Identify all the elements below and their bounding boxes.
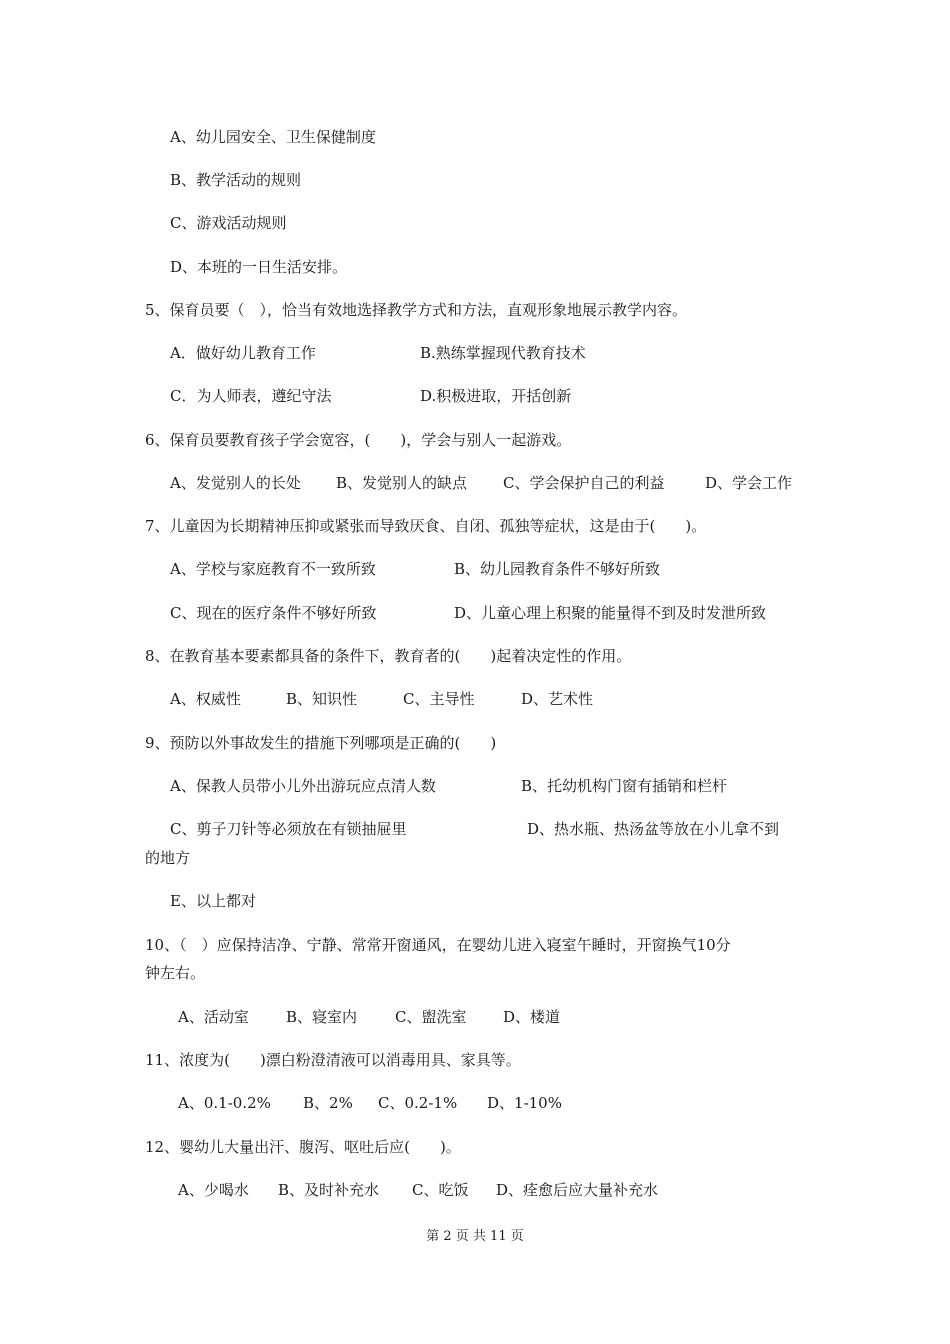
q7-option-a: A、学校与家庭教育不一致所致 [170, 560, 376, 578]
q7-option-d: D、儿童心理上积聚的能量得不到及时发泄所致 [454, 604, 767, 622]
q10-option-c: C、盥洗室 [395, 1008, 467, 1026]
q9-option-e: E、以上都对 [170, 892, 256, 910]
q12-option-a: A、少喝水 [178, 1181, 249, 1199]
q10-stem: 10、（ ）应保持洁净、宁静、常常开窗通风，在婴幼儿进入寝室午睡时，开窗换气10分 [145, 936, 731, 954]
q12-option-b: B、及时补充水 [278, 1181, 380, 1199]
page-number-footer: 第 2 页 共 11 页 [426, 1229, 524, 1244]
q11-option-d: D、1-10% [487, 1094, 562, 1112]
q12-option-d: D、痊愈后应大量补充水 [496, 1181, 659, 1199]
q5-option-c: C．为人师表，遵纪守法 [170, 387, 332, 405]
q9-option-b: B、托幼机构门窗有插销和栏杆 [521, 777, 728, 795]
q9-stem: 9、预防以外事故发生的措施下列哪项是正确的( ) [145, 734, 497, 752]
q8-option-b: B、知识性 [286, 690, 358, 708]
q4-option-b: B、教学活动的规则 [170, 171, 302, 189]
q8-stem: 8、在教育基本要素都具备的条件下，教育者的( )起着决定性的作用。 [145, 647, 632, 665]
q9-option-a: A、保教人员带小儿外出游玩应点清人数 [170, 777, 436, 795]
q4-option-c: C、游戏活动规则 [170, 214, 287, 232]
q11-option-c: C、0.2-1% [378, 1094, 458, 1112]
q7-stem: 7、儿童因为长期精神压抑或紧张而导致厌食、自闭、孤独等症状，这是由于( )。 [145, 517, 707, 535]
q6-option-d: D、学会工作 [705, 474, 793, 492]
q7-option-c: C、现在的医疗条件不够好所致 [170, 604, 377, 622]
q9-option-d: D、热水瓶、热汤盆等放在小儿拿不到 [527, 820, 780, 838]
q6-stem: 6、保育员要教育孩子学会宽容，( )，学会与别人一起游戏。 [145, 431, 572, 449]
q11-option-a: A、0.1-0.2% [178, 1094, 271, 1112]
q9-option-c: C、剪子刀针等必须放在有锁抽屉里 [170, 820, 407, 838]
q7-option-b: B、幼儿园教育条件不够好所致 [454, 560, 661, 578]
q5-stem: 5、保育员要（ ），恰当有效地选择教学方式和方法，直观形象地展示教学内容。 [145, 301, 688, 319]
q11-option-b: B、2% [303, 1094, 353, 1112]
q9-option-d-continued: 的地方 [145, 849, 191, 867]
q8-option-a: A、权威性 [170, 690, 241, 708]
q8-option-d: D、艺术性 [521, 690, 594, 708]
q10-stem-continued: 钟左右。 [145, 964, 206, 982]
q5-option-b: B.熟练掌握现代教育技术 [420, 344, 586, 362]
q4-option-a: A、幼儿园安全、卫生保健制度 [170, 128, 376, 146]
q8-option-c: C、主导性 [403, 690, 475, 708]
q12-stem: 12、婴幼儿大量出汗、腹泻、呕吐后应( )。 [145, 1138, 461, 1156]
q10-option-b: B、寝室内 [286, 1008, 358, 1026]
q10-option-d: D、楼道 [503, 1008, 561, 1026]
q11-stem: 11、浓度为( )漂白粉澄清液可以消毒用具、家具等。 [145, 1051, 521, 1069]
q6-option-b: B、发觉别人的缺点 [336, 474, 468, 492]
q5-option-a: A．做好幼儿教育工作 [170, 344, 316, 362]
q10-option-a: A、活动室 [178, 1008, 249, 1026]
q5-option-d: D.积极进取，开括创新 [420, 387, 572, 405]
q6-option-c: C、学会保护自己的利益 [503, 474, 665, 492]
q6-option-a: A、发觉别人的长处 [170, 474, 301, 492]
q12-option-c: C、吃饭 [412, 1181, 469, 1199]
q4-option-d: D、本班的一日生活安排。 [170, 258, 348, 276]
